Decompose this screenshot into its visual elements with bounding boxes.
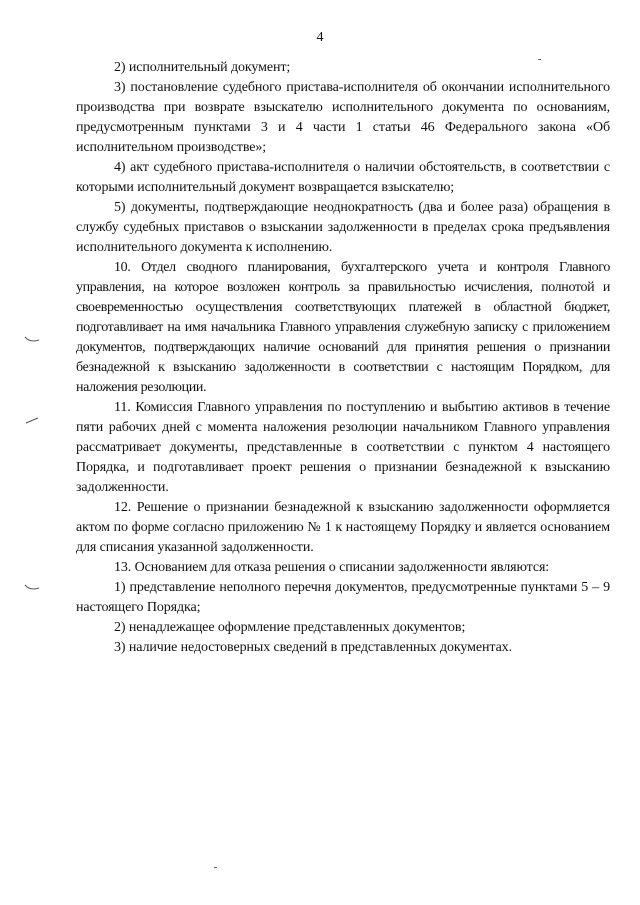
paragraph: 4) акт судебного пристава-исполнителя о наличии обстоятельств, в соответствии с которыми исполнительный документ возвращается взыскателю;: [76, 160, 610, 195]
document-body: [76, 58, 610, 658]
paragraph: 3) постановление судебного пристава-исполнителя об окончании исполнительного производства при возврате взыскателю исполнительного документа по основаниям, предусмотренным пунктами 3 и 4 части 1 статьи 46 Федерального закона «Об исполнительном производстве»;: [76, 80, 610, 155]
scan-speck: [214, 867, 217, 868]
margin-mark: [24, 583, 40, 593]
paragraph: 3) наличие недостоверных сведений в представленных документах.: [114, 640, 512, 655]
paragraph: 5) документы, подтверждающие неоднократность (два и более раза) обращения в службу судебных приставов о взыскании задолженности в пределах срока предъявления исполнительного документа к исполнению.: [76, 200, 610, 255]
paragraph: 2) исполнительный документ;: [114, 60, 291, 75]
paragraph: 1) представление неполного перечня документов, предусмотренные пунктами 5 – 9 настоящего Порядка;: [76, 580, 610, 615]
paragraph: 10. Отдел сводного планирования, бухгалтерского учета и контроля Главного управления, на которое возложен контроль за правильностью исчисления, полнотой и своевременностью осуществления соответствующих платежей в областной бюджет, подготавливает на имя начальника Главного управления служебную записку с приложением документов, подтверждающих наличие оснований для принятия решения о признании безнадежной к взысканию задолженности в соответствии с настоящим Порядком, для наложения резолюции.: [76, 260, 610, 395]
margin-mark: [24, 335, 40, 345]
paragraph: 11. Комиссия Главного управления по поступлению и выбытию активов в течение пяти рабочих дней с момента наложения резолюции начальником Главного управления рассматривает документы, представленные в соответствии с пунктом 4 настоящего Порядка, и подготавливает проект решения о признании безнадежной к взысканию задолженности.: [76, 400, 610, 495]
paragraph: 2) ненадлежащее оформление представленных документов;: [114, 620, 466, 635]
page-number: 4: [316, 30, 324, 45]
paragraph: 13. Основанием для отказа решения о списании задолженности являются:: [114, 560, 550, 575]
paragraph: 12. Решение о признании безнадежной к взысканию задолженности оформляется актом по форме согласно приложению № 1 к настоящему Порядку и является основанием для списания указанной задолженности.: [76, 500, 610, 555]
margin-mark: [24, 415, 40, 425]
